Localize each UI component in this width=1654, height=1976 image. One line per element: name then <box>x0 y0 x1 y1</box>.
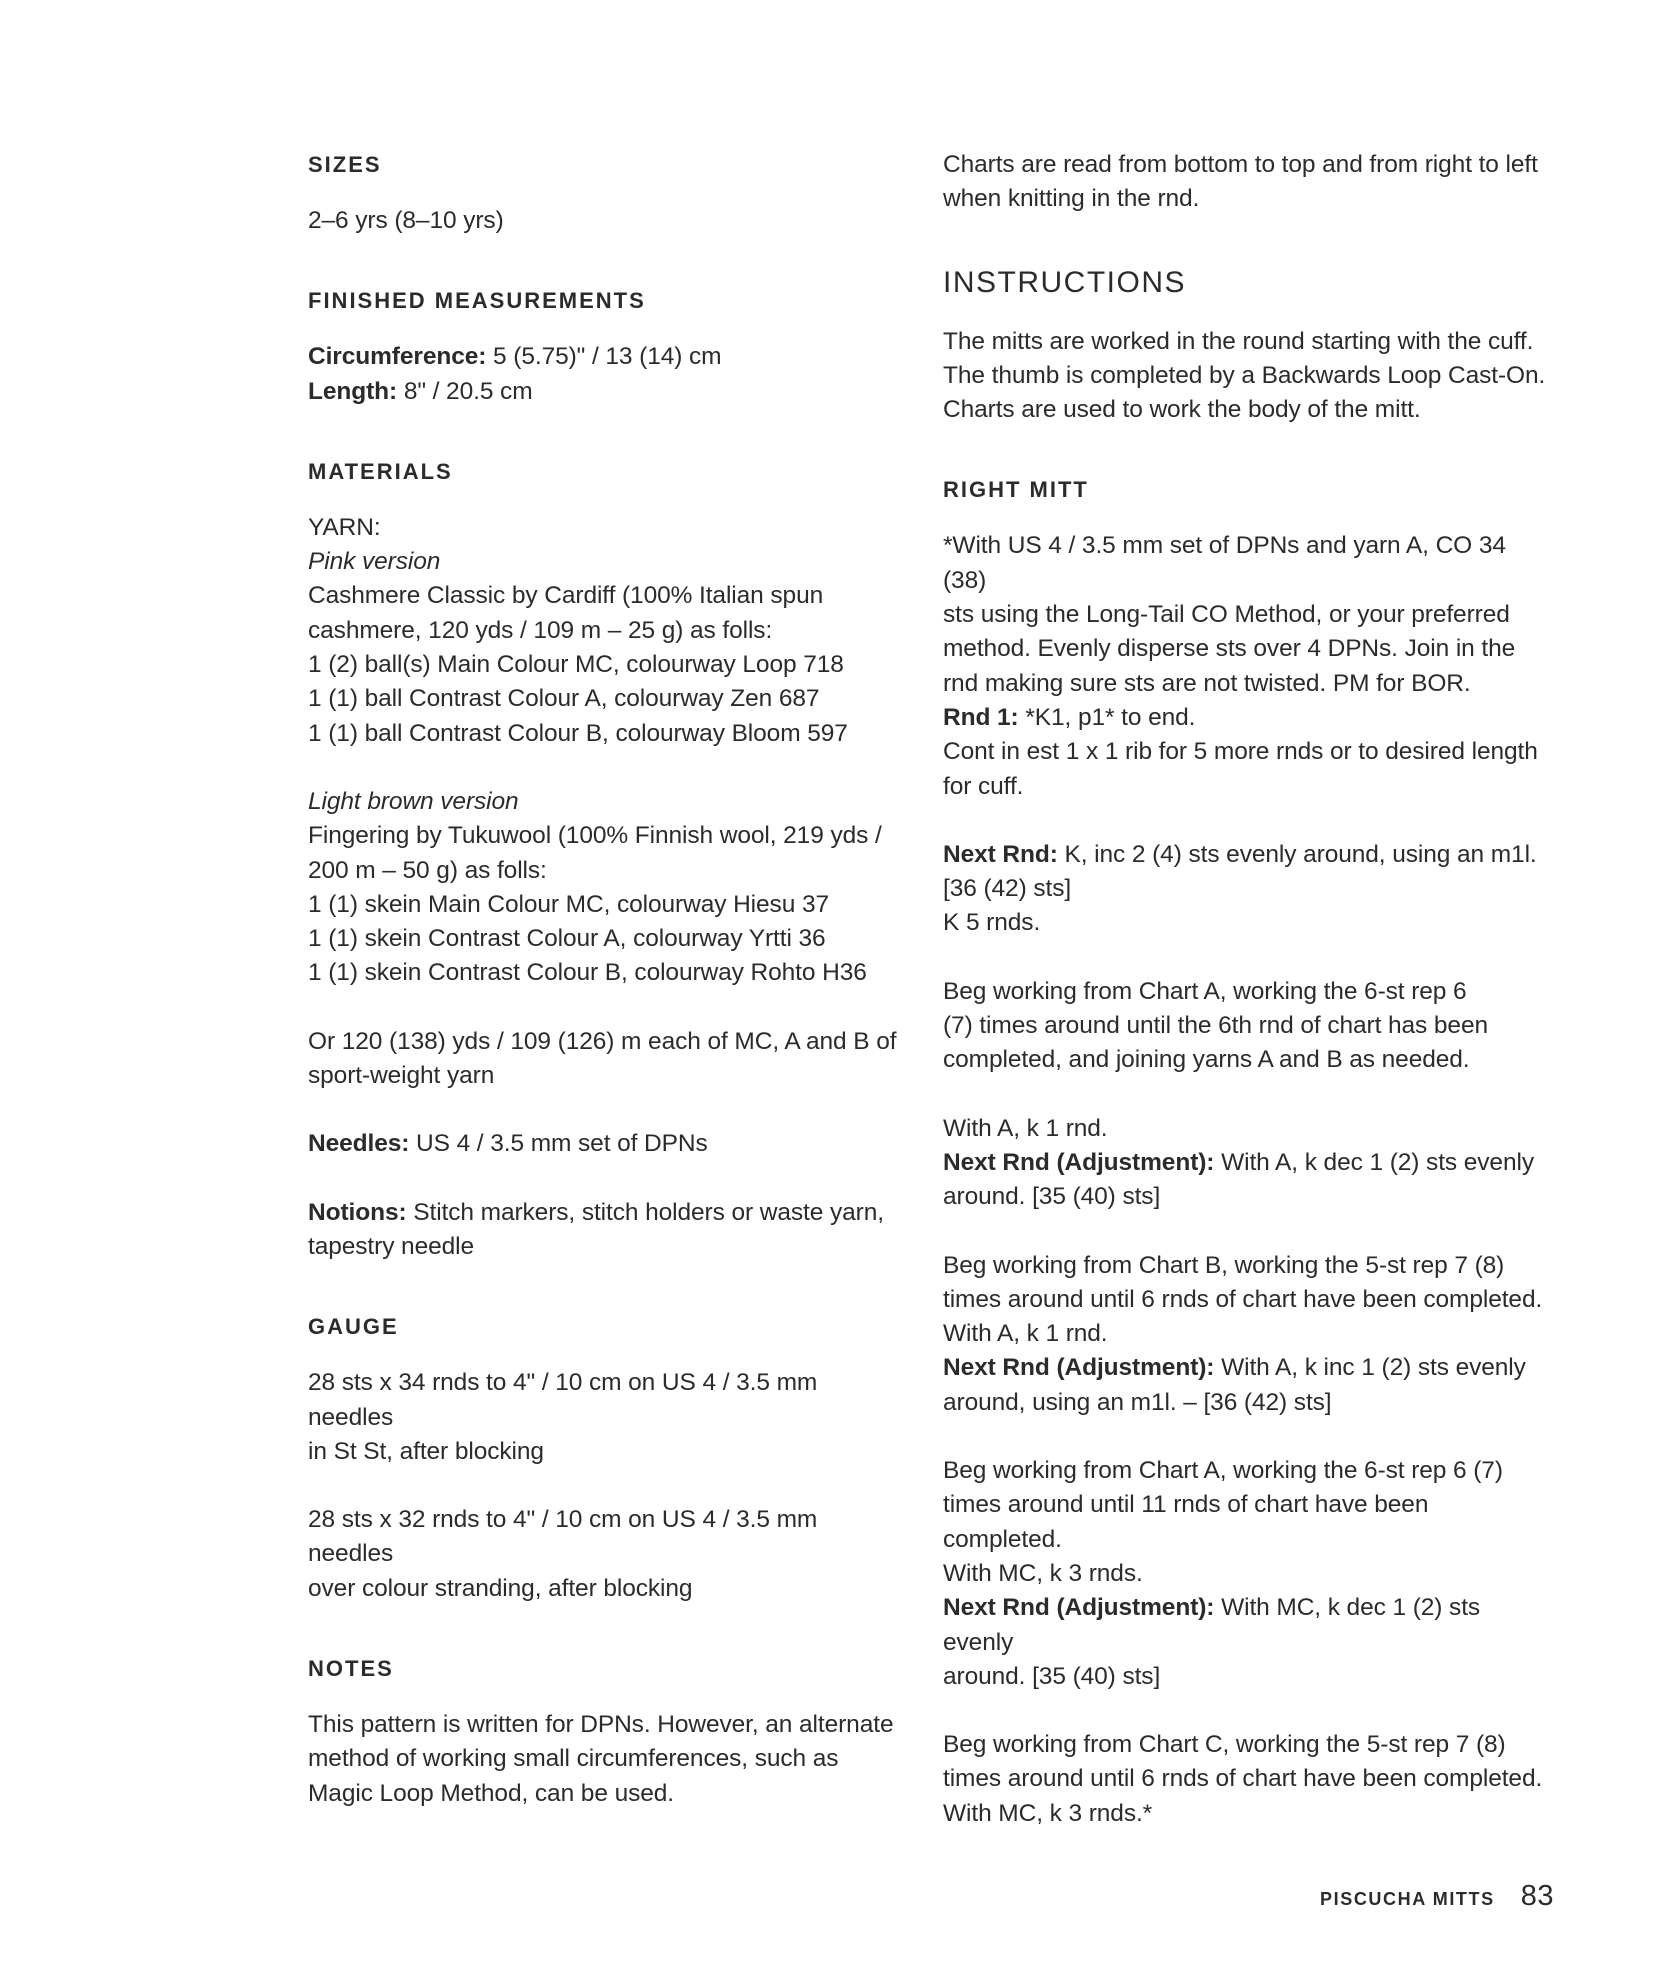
rnd1-line <box>943 701 1553 735</box>
gauge-line: over colour stranding, after blocking <box>308 1574 693 1602</box>
left-column <box>308 148 908 1811</box>
next-rnd-value: K, inc 2 (4) sts evenly around, using an m1l. <box>1057 840 1537 868</box>
brown-version-details <box>308 819 908 990</box>
gauge-line: 28 sts x 32 rnds to 4" / 10 cm on US 4 / 3.5 mm needles <box>308 1506 818 1568</box>
page-number: 83 <box>1520 1880 1554 1912</box>
gauge-line: 28 sts x 34 rnds to 4" / 10 cm on US 4 / 3.5 mm needles <box>308 1369 818 1431</box>
brown-line: 1 (1) skein Contrast Colour A, colourway Yrtti 36 <box>308 925 826 953</box>
pink-version-title: Pink version <box>308 548 441 576</box>
notions-value-cont: tapestry needle <box>308 1232 475 1260</box>
pink-line: 1 (1) ball Contrast Colour B, colourway Bloom 597 <box>308 719 848 747</box>
adjustment-2 <box>943 1351 1553 1420</box>
rnd1-value: *K1, p1* to end. <box>1018 703 1196 731</box>
instructions-text <box>943 325 1553 428</box>
notes-line: Magic Loop Method, can be used. <box>308 1779 675 1807</box>
adjustment-1 <box>943 1146 1553 1215</box>
alternate-yarn <box>308 1025 908 1094</box>
chart-b <box>943 1249 1553 1352</box>
chart-c-line: Beg working from Chart C, working the 5-st rep 7 (8) <box>943 1731 1506 1759</box>
right-column <box>943 148 1553 1831</box>
right-mitt-heading: RIGHT MITT <box>943 477 1089 503</box>
cast-on-line: *With US 4 / 3.5 mm set of DPNs and yarn A, CO 34 (38) <box>943 532 1506 594</box>
cast-on-line: rnd making sure sts are not twisted. PM for BOR. <box>943 669 1471 697</box>
charts-intro-line: when knitting in the rnd. <box>943 185 1200 213</box>
pink-line: cashmere, 120 yds / 109 m – 25 g) as folls: <box>308 616 773 644</box>
pink-line: 1 (1) ball Contrast Colour A, colourway Zen 687 <box>308 685 820 713</box>
alt-line: sport-weight yarn <box>308 1062 495 1090</box>
circumference-value: 5 (5.75)" / 13 (14) cm <box>486 343 722 371</box>
length-value: 8" / 20.5 cm <box>397 377 533 405</box>
chart-a-line: completed, and joining yarns A and B as needed. <box>943 1046 1470 1074</box>
pink-version-details <box>308 579 908 750</box>
cont-rib-line: Cont in est 1 x 1 rib for 5 more rnds or to desired length <box>943 738 1538 766</box>
footer-title: PISCUCHA MITTS <box>1320 1889 1495 1909</box>
chart-a-first <box>943 975 1553 1078</box>
adjustment-value: With A, k dec 1 (2) sts evenly <box>1214 1148 1534 1176</box>
adjustment-cont: around, using an m1l. – [36 (42) sts] <box>943 1388 1332 1416</box>
sizes-heading: SIZES <box>308 152 382 177</box>
adjustment-label: Next Rnd (Adjustment): <box>943 1594 1215 1622</box>
adjustment-value: With MC, k dec 1 (2) sts evenly <box>943 1594 1481 1656</box>
next-rnd-inc <box>943 838 1553 941</box>
brown-version-title: Light brown version <box>308 787 519 815</box>
gauge-para-1 <box>308 1366 908 1469</box>
gauge-line: in St St, after blocking <box>308 1437 544 1465</box>
cast-on-line: sts using the Long-Tail CO Method, or your preferred <box>943 601 1510 629</box>
pink-line: 1 (2) ball(s) Main Colour MC, colourway Loop 718 <box>308 651 844 679</box>
chart-a-line: With MC, k 3 rnds. <box>943 1559 1143 1587</box>
instructions-line: The thumb is completed by a Backwards Loop Cast-On. <box>943 361 1546 389</box>
notes-heading: NOTES <box>308 1656 394 1682</box>
needles-value: US 4 / 3.5 mm set of DPNs <box>409 1130 708 1158</box>
circumference-line <box>308 340 908 374</box>
cast-on-line: method. Evenly disperse sts over 4 DPNs. Join in the <box>943 635 1516 663</box>
notions-label: Notions: <box>308 1198 407 1226</box>
circumference-label: Circumference: <box>308 343 487 371</box>
materials-heading: MATERIALS <box>308 458 453 484</box>
notes-text <box>308 1708 908 1811</box>
pink-line: Cashmere Classic by Cardiff (100% Italian spun <box>308 582 824 610</box>
needles-line <box>308 1127 908 1161</box>
notions-line <box>308 1196 908 1265</box>
chart-c-line: times around until 6 rnds of chart have been completed. <box>943 1765 1543 1793</box>
needles-label: Needles: <box>308 1130 410 1158</box>
instructions-heading: INSTRUCTIONS <box>943 265 1186 299</box>
charts-intro <box>943 148 1553 217</box>
instructions-line: Charts are used to work the body of the mitt. <box>943 396 1421 424</box>
alt-line: Or 120 (138) yds / 109 (126) m each of MC, A and B of <box>308 1027 897 1055</box>
with-a-rnd: With A, k 1 rnd. <box>943 1114 1108 1142</box>
chart-b-line: With A, k 1 rnd. <box>943 1320 1108 1348</box>
chart-c <box>943 1728 1553 1831</box>
adjustment-cont: around. [35 (40) sts] <box>943 1662 1161 1690</box>
notes-line: This pattern is written for DPNs. However, an alternate <box>308 1711 894 1739</box>
chart-b-line: times around until 6 rnds of chart have been completed. <box>943 1285 1543 1313</box>
adjustment-3 <box>943 1591 1553 1694</box>
chart-b-line: Beg working from Chart B, working the 5-st rep 7 (8) <box>943 1251 1505 1279</box>
cont-rib-line: for cuff. <box>943 772 1024 800</box>
brown-line: 1 (1) skein Main Colour MC, colourway Hiesu 37 <box>308 890 829 918</box>
chart-a-second <box>943 1454 1553 1591</box>
sizes-text: 2–6 yrs (8–10 yrs) <box>308 207 504 234</box>
cont-rib-text <box>943 735 1553 804</box>
chart-a-line: times around until 11 rnds of chart have been completed. <box>943 1491 1429 1553</box>
brown-line: Fingering by Tukuwool (100% Finnish wool, 219 yds / <box>308 822 882 850</box>
length-label: Length: <box>308 377 398 405</box>
notes-line: method of working small circumferences, such as <box>308 1745 839 1773</box>
brown-line: 1 (1) skein Contrast Colour B, colourway Rohto H36 <box>308 959 867 987</box>
brown-line: 200 m – 50 g) as folls: <box>308 856 547 884</box>
page-footer <box>1320 1880 1554 1913</box>
chart-a-line: Beg working from Chart A, working the 6-st rep 6 <box>943 977 1467 1005</box>
adjustment-label: Next Rnd (Adjustment): <box>943 1354 1215 1382</box>
next-rnd-line: [36 (42) sts] <box>943 875 1072 903</box>
next-rnd-line: K 5 rnds. <box>943 909 1041 937</box>
yarn-label: YARN: <box>308 513 381 541</box>
length-line <box>308 375 908 409</box>
adjustment-value: With A, k inc 1 (2) sts evenly <box>1214 1354 1526 1382</box>
next-rnd-label: Next Rnd: <box>943 840 1058 868</box>
chart-a-line: Beg working from Chart A, working the 6-st rep 6 (7) <box>943 1457 1503 1485</box>
finished-measurements-heading: FINISHED MEASUREMENTS <box>308 288 646 314</box>
adjustment-label: Next Rnd (Adjustment): <box>943 1148 1215 1176</box>
rnd1-label: Rnd 1: <box>943 703 1019 731</box>
instructions-line: The mitts are worked in the round starting with the cuff. <box>943 327 1534 355</box>
chart-a-line: (7) times around until the 6th rnd of chart has been <box>943 1012 1489 1040</box>
gauge-para-2 <box>308 1503 908 1606</box>
notions-value: Stitch markers, stitch holders or waste yarn, <box>406 1198 884 1226</box>
cast-on-text <box>943 529 1553 700</box>
chart-c-line: With MC, k 3 rnds.* <box>943 1799 1153 1827</box>
charts-intro-line: Charts are read from bottom to top and from right to left <box>943 151 1538 178</box>
adjustment-cont: around. [35 (40) sts] <box>943 1183 1161 1211</box>
gauge-heading: GAUGE <box>308 1314 399 1340</box>
